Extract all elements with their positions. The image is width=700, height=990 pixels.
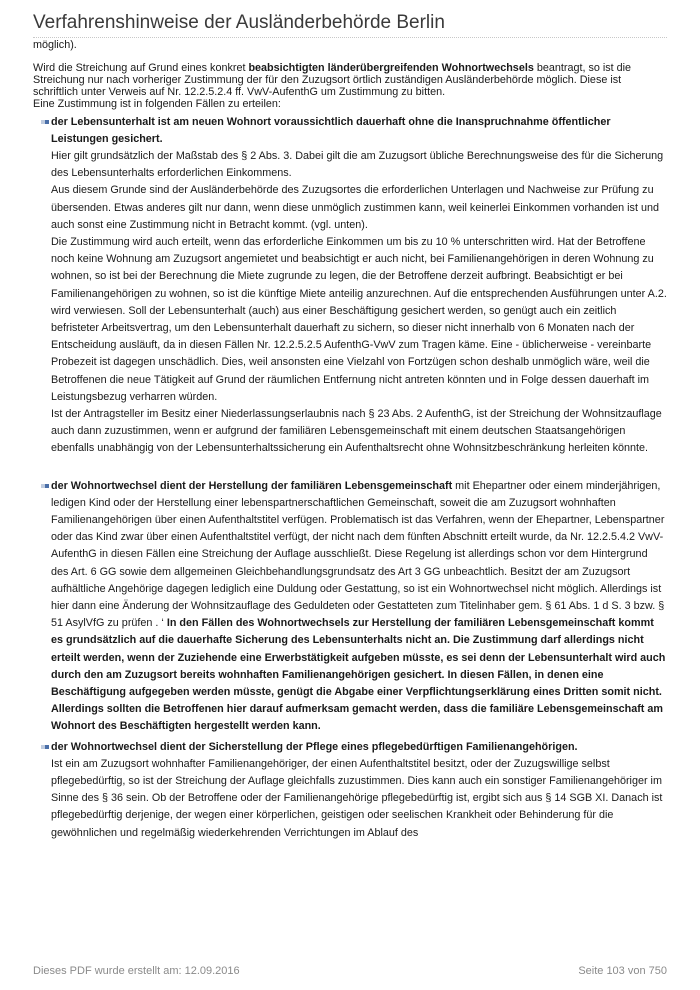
- bullet-paragraph: Aus diesem Grunde sind der Ausländerbehörde des Zuzugsortes die erforderlichen Unterlagen und Nachweise zur Prüfung zu übersenden. Etwas anderes gilt nur dann, wenn diese unmöglich zustimmen kann, weil keinerlei Einkommen vorhanden ist und auch sonst eine Zustimmung nicht in Betracht kommt. (vgl. unten).: [51, 184, 659, 231]
- page-header: [33, 11, 667, 38]
- bullet-icon: [45, 120, 49, 124]
- bullet-heading: der Lebensunterhalt ist am neuen Wohnort voraussichtlich dauerhaft ohne die Inanspruchnahme öffentlicher Leistungen gesichert.: [51, 115, 611, 145]
- list-item-family-union: [51, 478, 667, 736]
- list-item-care: [51, 739, 667, 842]
- list-item-livelihood: [51, 114, 667, 458]
- emphasis-relocation: beabsichtigten länderübergreifenden Wohnortwechsels: [248, 61, 534, 74]
- page-title: Verfahrenshinweise der Ausländerbehörde Berlin: [33, 12, 445, 33]
- bullet-paragraph: der Wohnortwechsel dient der Herstellung der familiären Lebensgemeinschaft mit Ehepartner oder einem minderjährigen, ledigen Kind oder der Herstellung einer lebenspartnerschaftlichen Gemeinschaft, soweit die am Zuzugsort wohnhaften Familienangehörigen über einen Aufenthaltstitel verfügen. Problematisch ist das Verfahren, wenn der Ehepartner, Lebenspartner oder das Kind zwar über einen Aufenthaltstitel verfügt, der nicht nach dem fünften Abschnitt erteilt wurde, da Nr. 12.2.5.4.2 VwV- AufenthG in diesen Fällen eine Streichung der Auflage ausschließt. Diese Regelung ist allerdings schon vor dem Hintergrund des Art. 6 GG sowie dem allgemeinen Gleichbehandlungsgrundsatz des Art 3 GG unbeachtlich. Besitzt der am Zuzugsort aufhältliche Angehörige dagegen lediglich eine Duldung oder Gestattung, so ist ein Wohnortwechsel nicht möglich. Allerdings ist hier dann eine Änderung der Wohnsitzauflage des Geduldeten oder Gestatteten zum Titelinhaber gem. § 61 Abs. 1 d S. 3 bzw. § 51 AsylVfG zu prüfen . ‘ In den Fällen des Wohnortwechsels zur Herstellung der familiären Lebensgemeinschaft kommt es grundsätzlich auf die dauerhafte Sicherung des Lebensunterhalts nicht an. Die Zustimmung darf allerdings nicht erteilt werden, wenn der Zuziehende eine Erwerbstätigkeit aufgeben müsste, es sei denn der Lebensunterhalt wird auch durch den am Zuzugsort bereits wohnhaften Familienangehörigen gesichert. In diesen Fällen, in denen eine Beschäftigung aufgegeben werden müsste, genügt die Abgabe einer Verpflichtungserklärung eines Dritten somit nicht. Allerdings sollten die Betroffenen hier darauf aufmerksam gemacht werden, dass die familiäre Lebensgemeinschaft am Wohnort des Beschäftigten hergestellt werden kann.: [51, 479, 666, 733]
- document-body: [33, 40, 667, 842]
- bullet-bold-conclusion: In den Fällen des Wohnortwechsels zur Herstellung der familiären Lebensgemeinschaft kommt es grundsätzlich auf die dauerhafte Sicherung des Lebensunterhalts nicht an. Die Zustimmung darf allerdings nicht erteilt werden, wenn der Zuziehende eine Erwerbstätigkeit aufgeben müsste, es sei denn der Lebensunterhalt wird auch durch den am Zuzugsort bereits wohnhaften Familienangehörigen gesichert. In diesen Fällen, in denen eine Beschäftigung aufgegeben werden müsste, genügt die Abgabe einer Verpflichtungserklärung eines Dritten somit nicht. Allerdings sollten die Betroffenen hier darauf aufmerksam gemacht werden, dass die familiäre Lebensgemeinschaft am Wohnort des Beschäftigten hergestellt werden kann.: [51, 617, 666, 733]
- paragraph-intro: Wird die Streichung auf Grund eines konkret beabsichtigten länderübergreifenden Wohnortwechsels beantragt, so ist die Streichung nur nach vorheriger Zustimmung der für den Zuzugsort örtlich zuständigen Ausländerbehörde möglich. Diese ist schriftlich unter Verweis auf Nr. 12.2.5.2.4 ff. VwV-AufenthG um Zustimmung zu bitten.: [33, 61, 632, 98]
- bullet-paragraph: Ist ein am Zuzugsort wohnhafter Familienangehöriger, der einen Aufenthaltstitel besitzt, oder der Zuzugswillige selbst pflegebedürftig, so ist der Streichung der Auflage gleichfalls zuzustimmen. Dies kann auch ein sonstiger Familienangehöriger im Sinne des § 36 sein. Ob der Betroffene oder der Familienangehörige pflegebedürftig ist, ergibt sich aus § 14 SGB XI. Danach ist pflegebedürftig derjenige, der wegen einer körperlichen, geistigen oder seelischen Krankheit oder Behinderung für die gewöhnlichen und regelmäßig wiederkehrenden Verrichtungen im Ablauf des: [51, 757, 663, 839]
- bullet-heading: der Wohnortwechsel dient der Sicherstellung der Pflege eines pflegebedürftigen Familienangehörigen.: [51, 740, 578, 753]
- bullet-icon: [45, 745, 49, 749]
- footer-created-date: Dieses PDF wurde erstellt am: 12.09.2016: [33, 965, 240, 977]
- paragraph-consent-cases: Eine Zustimmung ist in folgenden Fällen zu erteilen:: [33, 97, 281, 110]
- bullet-paragraph: Die Zustimmung wird auch erteilt, wenn das erforderliche Einkommen um bis zu 10 % unterschritten wird. Hat der Betroffene noch keine Wohnung am Zuzugsort angemietet und beabsichtigt er auch nicht, bei Familienangehörigen in deren Wohnung zu wohnen, so ist bei der Berechnung die Miete zugrunde zu legen, die der Betroffene derzeit aufbringt. Beabsichtigt er bei Familienangehörigen zu wohnen, so ist die künftige Miete anteilig anzurechnen. Auf die entsprechenden Ausführungen unter A.2. wird verwiesen. Soll der Lebensunterhalt (auch) aus einer Beschäftigung gesichert werden, so genügt auch ein zeitlich befristeter Arbeitsvertrag, um den Lebensunterhalt dauerhaft zu sichern, so dieser nicht innerhalb von 6 Monaten nach der Entscheidung ausläuft, da in diesen Fällen Nr. 12.2.5.2.5 AufenthG-VwV zum Tragen käme. Eine - üblicherweise - vereinbarte Probezeit ist dagegen unschädlich. Dies, weil ansonsten eine Vielzahl von Fortzügen schon deshalb unmöglich wäre, weil die Betroffenen die neue Tätigkeit auf Grund der räumlichen Entfernung nicht antreten könnten und in Folge dessen dauerhaft im Leistungsbezug verharren würden.: [51, 235, 667, 403]
- bullet-heading: der Wohnortwechsel dient der Herstellung der familiären Lebensgemeinschaft: [51, 479, 453, 492]
- footer-page-number: Seite 103 von 750: [578, 965, 667, 977]
- paragraph-continuation: möglich).: [33, 39, 77, 51]
- bullet-icon: [45, 484, 49, 488]
- bullet-paragraph: Ist der Antragsteller im Besitz einer Niederlassungserlaubnis nach § 23 Abs. 2 AufenthG, ist der Streichung der Wohnsitzauflage auch dann zuzustimmen, wenn er aufgrund der familiären Lebensgemeinschaft mit einem deutschen Staatsangehörigen ebenfalls unabhängig von der Lebensunterhaltssicherung ein Aufenthaltsrecht ohne Wohnsitzbeschränkung herleiten könnte.: [51, 407, 662, 455]
- bullet-paragraph: Hier gilt grundsätzlich der Maßstab des § 2 Abs. 3. Dabei gilt die am Zuzugsort übliche Berechnungsweise des für die Sicherung des Lebensunterhalts erforderlichen Einkommens.: [51, 149, 664, 180]
